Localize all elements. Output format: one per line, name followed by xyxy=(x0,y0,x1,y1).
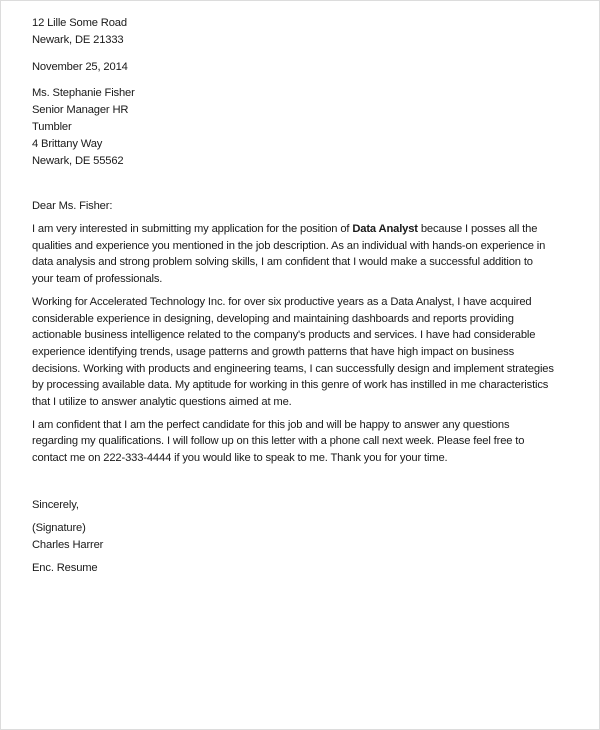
sender-street: 12 Lille Some Road xyxy=(32,17,127,29)
paragraph-experience xyxy=(32,294,552,411)
paragraph-line: by processing available data. My aptitude for working in this genre of work has instilled in me characteristics xyxy=(32,379,549,392)
signature-placeholder: (Signature) xyxy=(32,521,86,534)
recipient-title: Senior Manager HR xyxy=(32,104,129,116)
complimentary-close: Sincerely, xyxy=(32,498,79,511)
paragraph-line: experience identifying trends, usage patterns and growth patterns that have high impact on business xyxy=(32,345,515,358)
paragraph-line: I am confident that I am the perfect candidate for this job and will be happy to answer any questions xyxy=(32,418,510,431)
sender-address xyxy=(32,15,552,49)
paragraph-line: that I utilize to answer analytic questions aimed at me. xyxy=(32,396,292,409)
letter-date: November 25, 2014 xyxy=(32,61,128,73)
recipient-company: Tumbler xyxy=(32,121,72,133)
paragraph-line: contact me on 222-333-4444 if you would like to speak to me. Thank you for your time. xyxy=(32,452,448,465)
salutation: Dear Ms. Fisher: xyxy=(32,200,113,212)
paragraph-line: actionable business intelligence related to the company's products and services. I have had considerable xyxy=(32,329,536,342)
paragraph-line: regarding my qualifications. I will follow up on this letter with a phone call next week. Please feel free to xyxy=(32,435,525,448)
signer-name: Charles Harrer xyxy=(32,538,104,551)
sender-city-state-zip: Newark, DE 21333 xyxy=(32,34,124,46)
paragraph-line: considerable experience in designing, developing and maintaining dashboards and reports providing xyxy=(32,312,514,325)
paragraph-closing xyxy=(32,417,552,467)
recipient-street: 4 Brittany Way xyxy=(32,138,103,150)
paragraph-text: because I posses all the xyxy=(417,223,538,235)
paragraph-line: decisions. Working with products and engineering teams, I can successfully design and implement strategies xyxy=(32,362,554,375)
recipient-name: Ms. Stephanie Fisher xyxy=(32,87,135,99)
paragraph-line: Working for Accelerated Technology Inc. for over six productive years as a Data Analyst, I have acquired xyxy=(32,295,532,308)
recipient-city-state-zip: Newark, DE 55562 xyxy=(32,155,124,167)
paragraph-line: your team of professionals. xyxy=(32,273,163,286)
paragraph-line: data analysis and strong problem solving skills, I am confident that I would make a successful addition to xyxy=(32,256,533,269)
position-title: Data Analyst xyxy=(352,223,418,235)
enclosure-note: Enc. Resume xyxy=(32,561,98,574)
paragraph-line xyxy=(32,221,552,238)
cover-letter xyxy=(32,15,552,577)
recipient-address xyxy=(32,85,552,170)
paragraph-text: I am very interested in submitting my application for the position of xyxy=(32,223,353,235)
paragraph-intro xyxy=(32,221,552,288)
paragraph-line: qualities and experience you mentioned in the job description. As an individual with hands-on experience in xyxy=(32,239,546,252)
